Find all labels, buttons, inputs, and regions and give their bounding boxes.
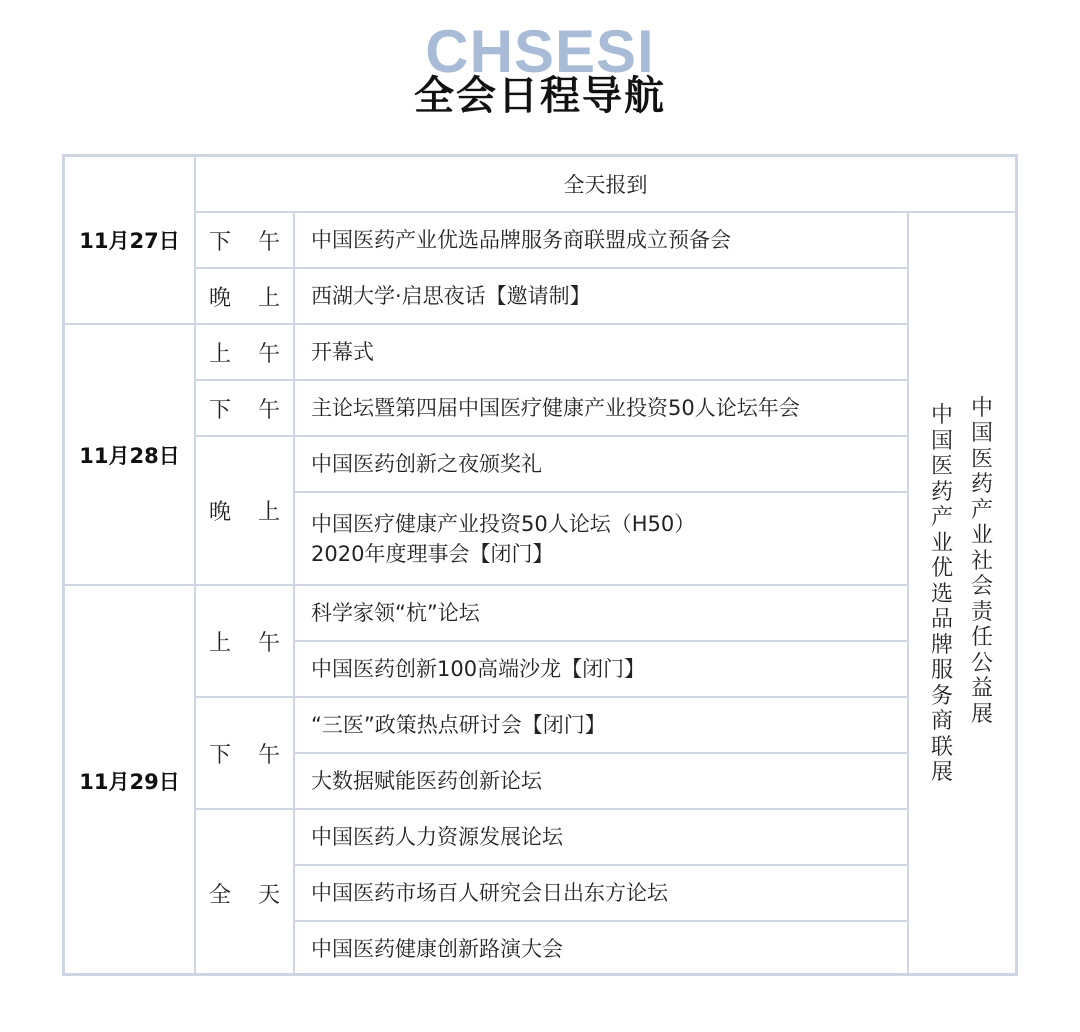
vertical-char: 联 (930, 734, 953, 760)
event-row: 大数据赋能医药创新论坛 (295, 754, 909, 810)
vertical-char: 责 (971, 599, 994, 625)
period-cell: 晚 上 (196, 437, 295, 586)
period-cell: 晚 上 (196, 269, 295, 325)
exhibition-vertical-label (931, 403, 953, 786)
event-row (295, 493, 909, 586)
vertical-char: 任 (971, 625, 994, 651)
vertical-char: 药 (971, 472, 994, 498)
vertical-char: 会 (971, 574, 994, 600)
event-line: 中国医疗健康产业投资50人论坛（H50） (311, 511, 696, 536)
vertical-char: 品 (930, 607, 953, 633)
vertical-char: 国 (930, 428, 953, 454)
vertical-char: 药 (930, 479, 953, 505)
vertical-char: 务 (930, 683, 953, 709)
vertical-char: 益 (971, 676, 994, 702)
event-row: 中国医药创新100高端沙龙【闭门】 (295, 642, 909, 698)
vertical-char: 医 (971, 446, 994, 472)
event-row: 中国医药人力资源发展论坛 (295, 810, 909, 866)
event-row: 中国医药健康创新路演大会 (295, 922, 909, 976)
date-cell: 11月28日 (65, 325, 196, 586)
vertical-char: 业 (930, 530, 953, 556)
vertical-char: 公 (971, 650, 994, 676)
vertical-char: 中 (971, 395, 994, 421)
vertical-char: 产 (930, 505, 953, 531)
vertical-char: 展 (930, 760, 953, 786)
page-title: 全会日程导航 (414, 73, 666, 119)
vertical-char: 业 (971, 523, 994, 549)
period-cell: 下 午 (196, 381, 295, 437)
vertical-char: 服 (930, 658, 953, 684)
period-cell: 下 午 (196, 213, 295, 269)
vertical-char: 国 (971, 421, 994, 447)
vertical-char: 产 (971, 497, 994, 523)
event-row: 科学家领“杭”论坛 (295, 586, 909, 642)
vertical-char: 选 (930, 581, 953, 607)
schedule-table (62, 154, 1018, 976)
vertical-char: 展 (971, 701, 994, 727)
event-row: 中国医药市场百人研究会日出东方论坛 (295, 866, 909, 922)
vertical-char: 优 (930, 556, 953, 582)
vertical-char: 牌 (930, 632, 953, 658)
event-row: “三医”政策热点研讨会【闭门】 (295, 698, 909, 754)
event-row: 开幕式 (295, 325, 909, 381)
period-cell: 全 天 (196, 810, 295, 976)
vertical-char: 商 (930, 709, 953, 735)
brand-logo-text: CHSESI (425, 18, 655, 85)
event-row: 中国医药产业优选品牌服务商联盟成立预备会 (295, 213, 909, 269)
event-row: 西湖大学·启思夜话【邀请制】 (295, 269, 909, 325)
date-cell: 11月29日 (65, 586, 196, 976)
event-row: 中国医药创新之夜颁奖礼 (295, 437, 909, 493)
event-line: 2020年度理事会【闭门】 (311, 541, 554, 566)
exhibition-vertical-label (971, 396, 993, 728)
vertical-char: 社 (971, 548, 994, 574)
vertical-char: 医 (930, 454, 953, 480)
vertical-char: 中 (930, 403, 953, 429)
header (0, 0, 1080, 150)
period-cell: 上 午 (196, 325, 295, 381)
exhibitions-cell (909, 213, 1015, 976)
period-cell: 下 午 (196, 698, 295, 810)
period-cell: 上 午 (196, 586, 295, 698)
all-day-checkin: 全天报到 (196, 157, 1015, 213)
date-cell: 11月27日 (65, 157, 196, 325)
event-row: 主论坛暨第四届中国医疗健康产业投资50人论坛年会 (295, 381, 909, 437)
